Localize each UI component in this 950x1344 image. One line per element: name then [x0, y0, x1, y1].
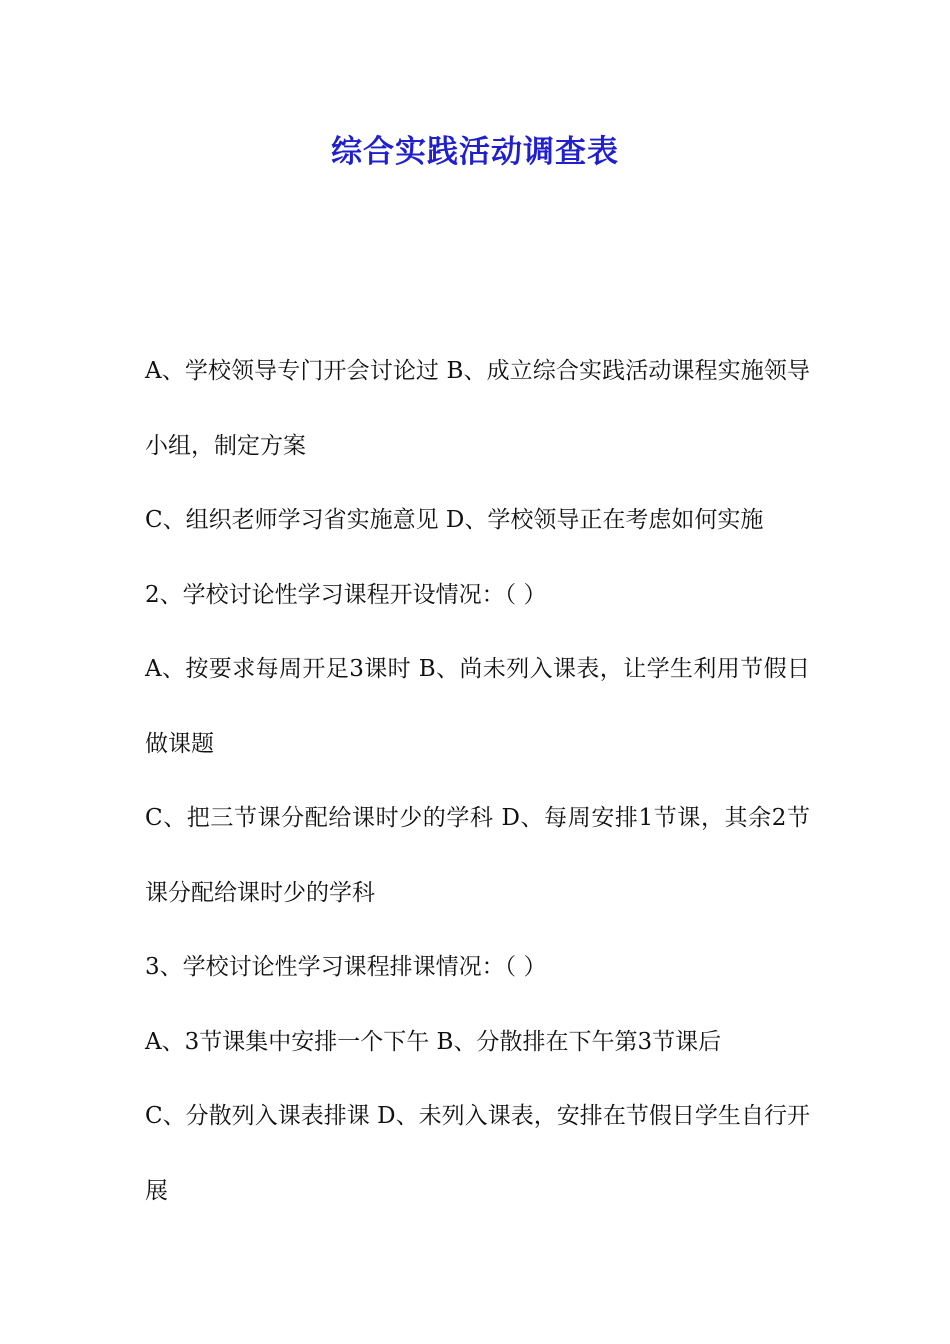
paragraph-question-2: 2、学校讨论性学习课程开设情况：（ ） [145, 581, 547, 608]
paragraph-q1-options-cd: C、组织老师学习省实施意见 D、学校领导正在考虑如何实施 [145, 507, 764, 533]
paragraph-q3-options-ab: A、3节课集中安排一个下午 B、分散排在下午第3节课后 [145, 1028, 722, 1055]
paragraph-question-3: 3、学校讨论性学习课程排课情况：（ ） [145, 954, 547, 980]
paragraph-q1-options-ab: A、学校领导专门开会讨论过 B、成立综合实践活动课程实施领导小组，制定方案 [145, 358, 810, 459]
paragraph-q3-options-cd: C、分散列入课表排课 D、未列入课表，安排在节假日学生自行开展 [145, 1103, 810, 1204]
paragraph-q2-options-ab: A、按要求每周开足3课时 B、尚未列入课表，让学生利用节假日做课题 [145, 656, 810, 757]
document-title: 综合实践活动调查表 [331, 134, 619, 170]
document-body [145, 334, 810, 1228]
paragraph-q2-options-cd: C、把三节课分配给课时少的学科 D、每周安排1节课，其余2节课分配给课时少的学科 [145, 805, 810, 906]
